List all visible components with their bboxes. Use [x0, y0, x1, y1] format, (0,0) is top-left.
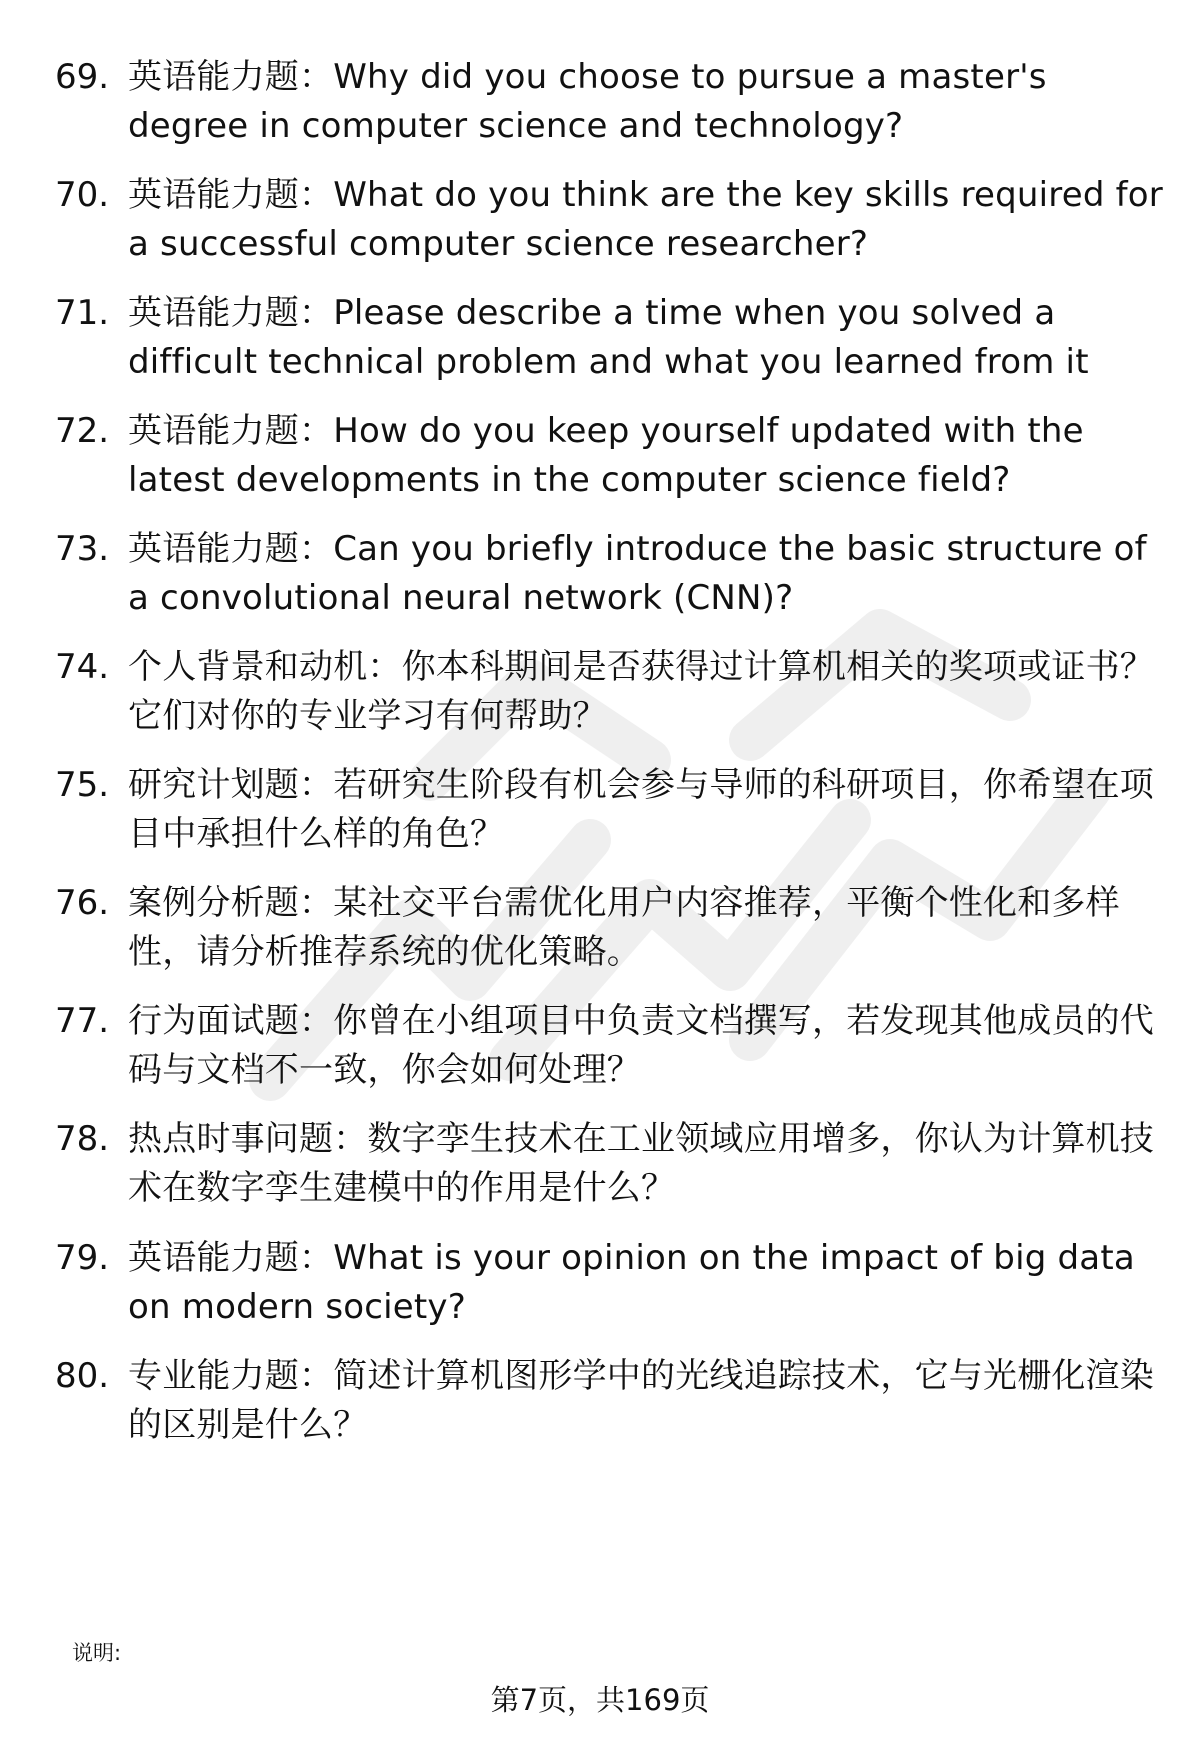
question-text: 热点时事问题：数字孪生技术在工业领域应用增多，你认为计算机技术在数字孪生建模中的作用是什么？ — [128, 1119, 1154, 1208]
question-number: 74. — [55, 647, 110, 687]
question-number: 79. — [55, 1238, 110, 1278]
question-text: 英语能力题：How do you keep yourself updated with the latest developments in the computer science field? — [128, 411, 1084, 500]
question-item-73 — [55, 525, 1165, 635]
question-number: 75. — [55, 765, 110, 805]
question-text: 个人背景和动机：你本科期间是否获得过计算机相关的奖项或证书？它们对你的专业学习有何帮助？ — [128, 647, 1154, 736]
question-text: 英语能力题：What is your opinion on the impact of big data on modern society? — [128, 1238, 1135, 1327]
question-number: 78. — [55, 1119, 110, 1159]
question-number: 72. — [55, 411, 110, 451]
question-number: 71. — [55, 293, 110, 333]
question-item-76 — [55, 879, 1165, 989]
question-text: 英语能力题：Please describe a time when you solved a difficult technical problem and what you learned from it — [128, 293, 1089, 382]
question-text: 英语能力题：Why did you choose to pursue a master's degree in computer science and technology? — [128, 57, 1047, 146]
question-number: 76. — [55, 883, 110, 923]
question-item-75 — [55, 761, 1165, 871]
page-footer: 第7页，共169页 — [490, 1683, 710, 1717]
question-item-72 — [55, 407, 1165, 517]
question-text: 案例分析题：某社交平台需优化用户内容推荐，平衡个性化和多样性，请分析推荐系统的优化策略。 — [128, 883, 1120, 972]
question-number: 69. — [55, 57, 110, 97]
question-text: 专业能力题：简述计算机图形学中的光线追踪技术，它与光栅化渲染的区别是什么？ — [128, 1356, 1154, 1445]
question-text: 研究计划题：若研究生阶段有机会参与导师的科研项目，你希望在项目中承担什么样的角色？ — [128, 765, 1154, 854]
question-item-69 — [55, 53, 1165, 163]
question-number: 77. — [55, 1001, 110, 1041]
question-text: 英语能力题：What do you think are the key skills required for a successful computer science researcher? — [128, 175, 1163, 264]
question-item-70 — [55, 171, 1165, 281]
note-label: 说明: — [72, 1641, 122, 1665]
question-number: 70. — [55, 175, 110, 215]
question-item-78 — [55, 1115, 1165, 1225]
question-text: 行为面试题：你曾在小组项目中负责文档撰写，若发现其他成员的代码与文档不一致，你会如何处理？ — [128, 1001, 1154, 1090]
question-text: 英语能力题：Can you briefly introduce the basic structure of a convolutional neural network (CNN)? — [128, 529, 1147, 618]
question-item-74 — [55, 643, 1165, 753]
question-number: 73. — [55, 529, 110, 569]
question-item-71 — [55, 289, 1165, 399]
question-item-80 — [55, 1352, 1165, 1462]
question-item-77 — [55, 997, 1165, 1107]
question-item-79 — [55, 1234, 1165, 1344]
question-number: 80. — [55, 1356, 110, 1396]
